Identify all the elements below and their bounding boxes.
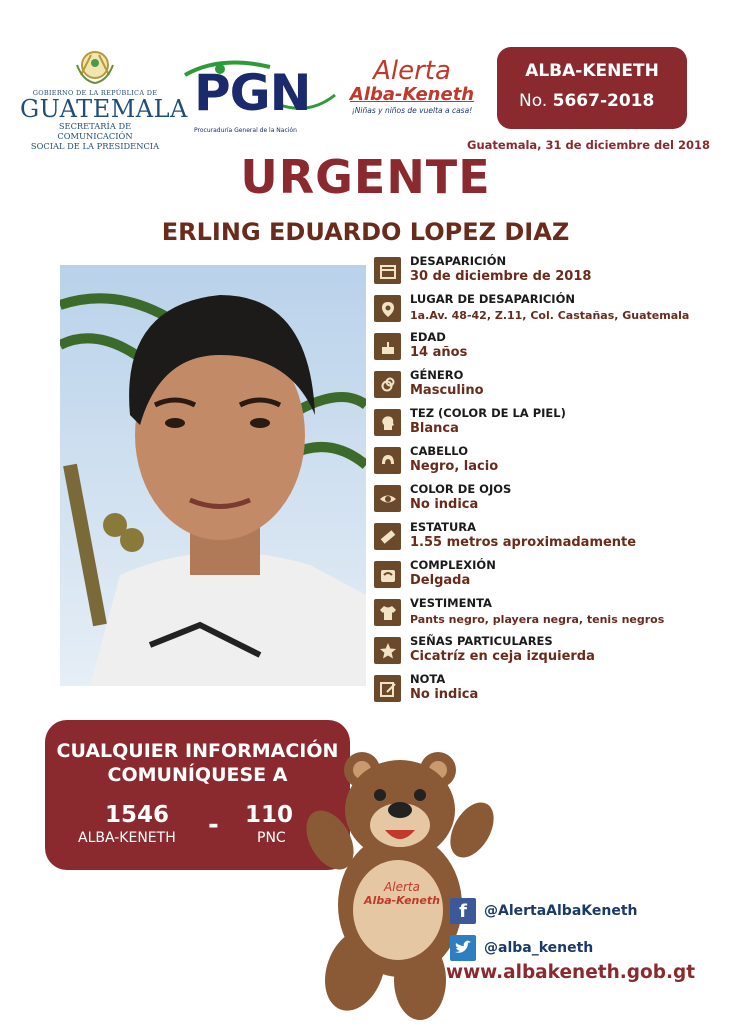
detail-label: GÉNERO [410, 368, 464, 382]
phone-separator: - [208, 810, 219, 840]
head-profile-icon [374, 409, 401, 436]
gender-icon [374, 371, 401, 398]
note-icon [374, 675, 401, 702]
detail-row-height [374, 520, 714, 554]
detail-value: Pants negro, playera negra, tenis negros [410, 613, 665, 626]
missing-person-photo [60, 265, 366, 686]
contact-line2: COMUNÍQUESE A [107, 764, 288, 786]
case-number-box [497, 47, 687, 129]
detail-label: LUGAR DE DESAPARICIÓN [410, 292, 575, 306]
bear-badge [362, 880, 442, 907]
case-no-label: No. [519, 91, 548, 111]
pgn-letters: PGN [194, 64, 311, 122]
detail-value: Negro, lacio [410, 459, 499, 474]
detail-label: COMPLEXIÓN [410, 558, 496, 572]
contact-line1: CUALQUIER INFORMACIÓN [56, 740, 339, 762]
detail-label: VESTIMENTA [410, 596, 492, 610]
alerta-logo-line1: Alerta [373, 56, 451, 86]
guatemala-seal-icon [73, 45, 117, 85]
alerta-alba-keneth-logo [342, 58, 482, 138]
alerta-logo-tagline: ¡Niñas y niños de vuelta a casa! [351, 106, 473, 115]
urgent-heading: URGENTE [240, 150, 491, 204]
detail-label: EDAD [410, 330, 446, 344]
twitter-handle[interactable]: @alba_keneth [484, 940, 594, 956]
detail-label: SEÑAS PARTICULARES [410, 634, 553, 648]
detail-row-note [374, 672, 714, 706]
detail-row-disappearance-date [374, 254, 714, 288]
case-title: ALBA-KENETH [525, 61, 659, 81]
detail-label: CABELLO [410, 444, 468, 458]
detail-value: Masculino [410, 383, 484, 398]
bear-badge-line2: Alba-Keneth [364, 894, 440, 907]
calendar-icon [374, 257, 401, 284]
scale-icon [374, 561, 401, 588]
guatemala-government-logo [20, 45, 188, 155]
case-no-value: 5667-2018 [552, 91, 655, 111]
shirt-icon [374, 599, 401, 626]
facebook-icon: f [450, 898, 476, 924]
pgn-caption: Procuraduría General de la Nación [194, 127, 297, 134]
detail-row-build [374, 558, 714, 592]
alerta-logo-line2: Alba-Keneth [349, 84, 475, 105]
detail-row-gender [374, 368, 714, 402]
twitter-icon [450, 935, 476, 961]
location-pin-icon [374, 295, 401, 322]
cake-icon [374, 333, 401, 360]
detail-label: DESAPARICIÓN [410, 254, 507, 268]
detail-value: Delgada [410, 573, 471, 588]
detail-value: Blanca [410, 421, 459, 436]
phone-number-alba-keneth[interactable]: 1546 [105, 802, 170, 828]
detail-row-hair [374, 444, 714, 478]
missing-person-name: ERLING EDUARDO LOPEZ DIAZ [161, 218, 570, 246]
detail-label: TEZ (COLOR DE LA PIEL) [410, 406, 566, 420]
phone-label-alba-keneth: ALBA-KENETH [78, 830, 176, 846]
eye-icon [374, 485, 401, 512]
detail-value: No indica [410, 687, 479, 702]
phone-number-pnc[interactable]: 110 [245, 802, 294, 828]
facebook-link[interactable] [450, 897, 638, 925]
detail-label: NOTA [410, 672, 446, 686]
hair-icon [374, 447, 401, 474]
detail-value: 30 de diciembre de 2018 [410, 269, 592, 284]
detail-row-location [374, 292, 714, 326]
detail-row-skin-tone [374, 406, 714, 440]
guatemala-logo-small-text: GOBIERNO DE LA REPÚBLICA DE [32, 89, 158, 97]
twitter-link[interactable] [450, 934, 593, 962]
guatemala-logo-title: GUATEMALA [20, 95, 188, 123]
detail-label: COLOR DE OJOS [410, 482, 512, 496]
website-link[interactable]: www.albakeneth.gob.gt [446, 962, 696, 983]
detail-value: 14 años [410, 345, 468, 360]
guatemala-logo-sub2: SOCIAL DE LA PRESIDENCIA [30, 141, 160, 151]
pgn-logo [180, 55, 340, 145]
detail-label: ESTATURA [410, 520, 477, 534]
guatemala-logo-sub1: SECRETARÍA DE COMUNICACIÓN [57, 121, 133, 141]
detail-row-distinguishing-marks [374, 634, 714, 668]
detail-row-eye-color [374, 482, 714, 516]
case-number [519, 91, 654, 111]
detail-value: Cicatríz en ceja izquierda [410, 649, 595, 664]
facebook-handle[interactable]: @AlertaAlbaKeneth [484, 903, 638, 919]
detail-value: No indica [410, 497, 479, 512]
star-icon [374, 637, 401, 664]
ruler-icon [374, 523, 401, 550]
detail-row-age [374, 330, 714, 364]
alert-date: Guatemala, 31 de diciembre del 2018 [467, 138, 710, 152]
detail-value: 1a.Av. 48-42, Z.11, Col. Castañas, Guatemala [410, 309, 690, 322]
detail-row-clothing [374, 596, 714, 630]
detail-value: 1.55 metros aproximadamente [410, 535, 637, 550]
phone-label-pnc: PNC [257, 830, 286, 846]
bear-badge-line1: Alerta [384, 880, 420, 894]
